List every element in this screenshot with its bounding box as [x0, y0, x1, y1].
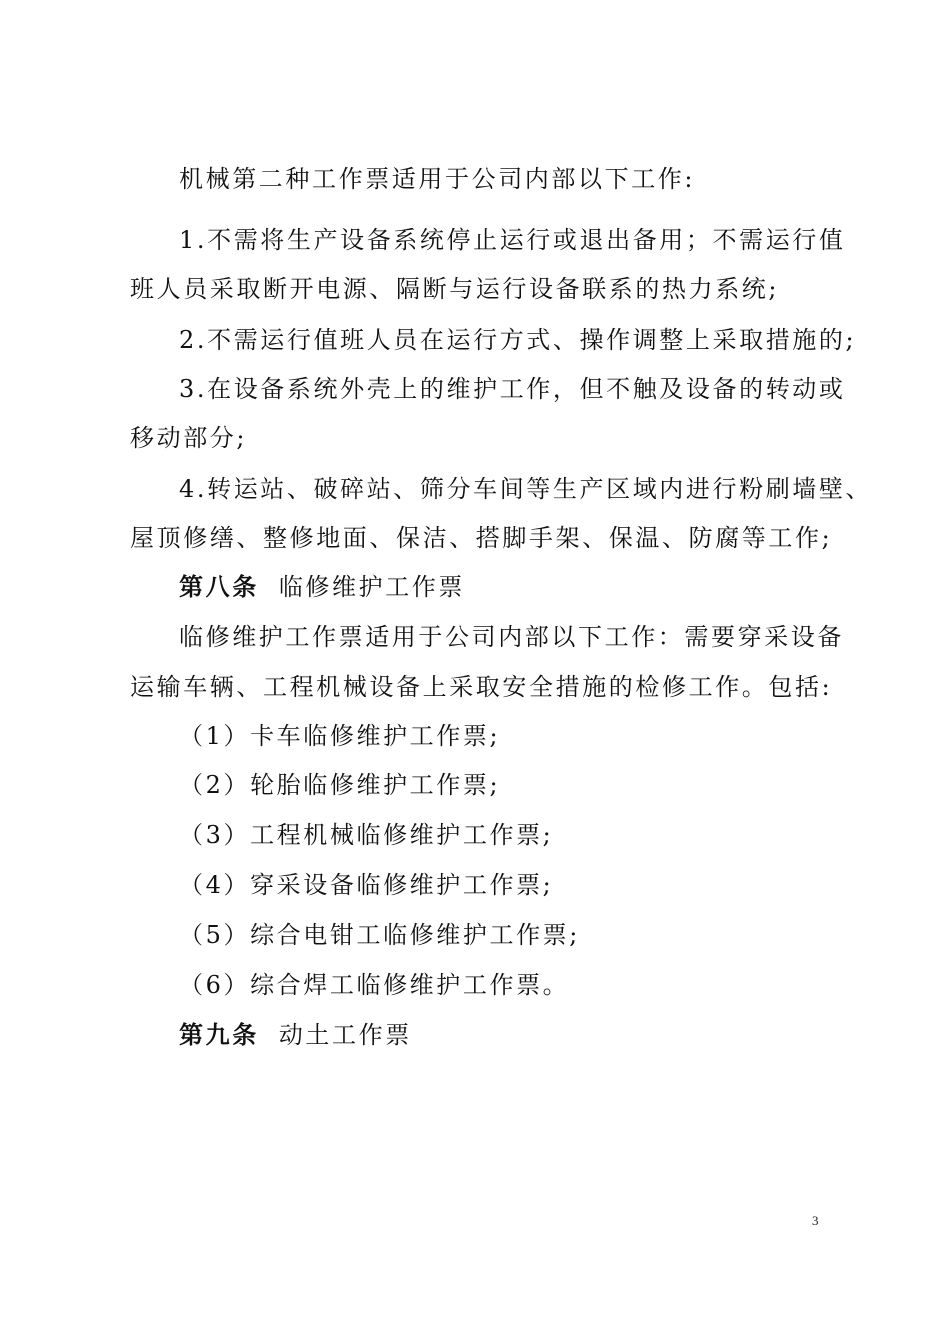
article-8-title: 临修维护工作票 [278, 573, 466, 601]
article-8-body-line-2: 运输车辆、工程机械设备上采取安全措施的检修工作。包括: [130, 673, 833, 701]
list-item-1: （1）卡车临修维护工作票; [179, 722, 501, 750]
list-item-3: （3）工程机械临修维护工作票; [179, 821, 554, 849]
page-number: 3 [812, 1213, 819, 1228]
article-8-number: 第八条 [179, 572, 259, 601]
paragraph-item-3: 3.在设备系统外壳上的维护工作，但不触及设备的转动或 [179, 375, 846, 403]
paragraph-item-2: 2.不需运行值班人员在运行方式、操作调整上采取措施的; [179, 326, 857, 354]
paragraph-item-1: 1.不需将生产设备系统停止运行或退出备用；不需运行值 [179, 226, 846, 254]
article-8-body-line-1: 临修维护工作票适用于公司内部以下工作：需要穿采设备 [179, 623, 844, 651]
article-9-number: 第九条 [179, 1020, 259, 1049]
list-item-2: （2）轮胎临修维护工作票; [179, 771, 501, 799]
paragraph-item-1-cont: 班人员采取断开电源、隔断与运行设备联系的热力系统; [130, 275, 780, 303]
list-item-4: （4）穿采设备临修维护工作票; [179, 871, 554, 899]
paragraph-intro: 机械第二种工作票适用于公司内部以下工作: [179, 165, 696, 193]
paragraph-item-4-cont: 屋顶修缮、整修地面、保洁、搭脚手架、保温、防腐等工作; [130, 524, 833, 552]
paragraph-item-4: 4.转运站、破碎站、筛分车间等生产区域内进行粉刷墙壁、 [179, 475, 873, 503]
list-item-5: （5）综合电钳工临修维护工作票; [179, 921, 580, 949]
list-item-6: （6）综合焊工临修维护工作票。 [179, 971, 570, 999]
article-8-heading [179, 572, 465, 602]
paragraph-item-3-cont: 移动部分; [130, 424, 248, 452]
article-9-title: 动土工作票 [278, 1021, 412, 1049]
article-9-heading [179, 1020, 412, 1050]
